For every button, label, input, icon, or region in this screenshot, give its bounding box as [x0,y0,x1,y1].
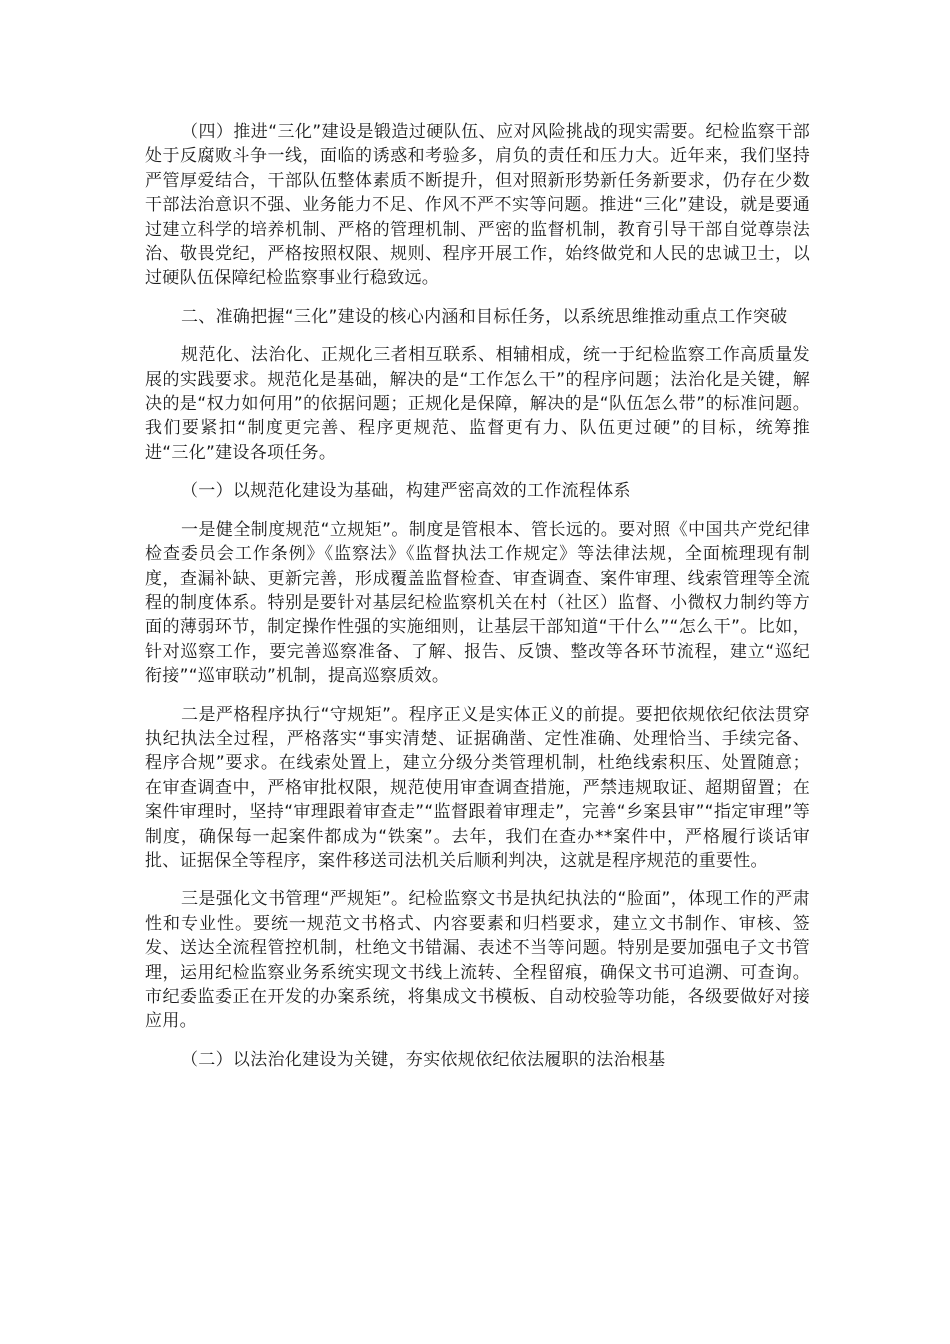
paragraph-rules-establish: 一是健全制度规范“立规矩”。制度是管根本、管长远的。要对照《中国共产党纪律检查委员会工作条例》《监察法》《监督执法工作规定》等法律法规，全面梳理现有制度，查漏补缺、更新完善，形成覆盖监督检查、审查调查、案件审理、线索管理等全流程的制度体系。特别是要针对基层纪检监察机关在村（社区）监督、小微权力制约等方面的薄弱环节，制定操作性强的实施细则，让基层干部知道“干什么”“怎么干”。比如，针对巡察工作，要完善巡察准备、了解、报告、反馈、整改等各环节流程，建立“巡纪衔接”“巡审联动”机制，提高巡察质效。 [145,519,810,687]
document-body [145,120,810,1086]
subheading-standardization: （一）以规范化建设为基础，构建严密高效的工作流程体系 [181,481,631,502]
paragraph-core-meaning: 规范化、法治化、正规化三者相互联系、相辅相成，统一于纪检监察工作高质量发展的实践要求。规范化是基础，解决的是“工作怎么干”的程序问题；法治化是关键，解决的是“权力如何用”的依据问题；正规化是保障，解决的是“队伍怎么带”的标准问题。我们要紧扣“制度更完善、程序更规范、监督更有力、队伍更过硬”的目标，统筹推进“三化”建设各项任务。 [145,345,810,463]
paragraph-four-necessity: （四）推进“三化”建设是锻造过硬队伍、应对风险挑战的现实需要。纪检监察干部处于反腐败斗争一线，面临的诱惑和考验多，肩负的责任和压力大。近年来，我们坚持严管厚爱结合，干部队伍整体素质不断提升，但对照新形势新任务新要求，仍存在少数干部法治意识不强、业务能力不足、作风不严不实等问题。推进“三化”建设，就是要通过建立科学的培养机制、严格的管理机制、严密的监督机制，教育引导干部自觉尊崇法治、敬畏党纪，严格按照权限、规则、程序开展工作，始终做党和人民的忠诚卫士，以过硬队伍保障纪检监察事业行稳致远。 [145,122,810,289]
section-heading-two: 二、准确把握“三化”建设的核心内涵和目标任务，以系统思维推动重点工作突破 [181,306,788,327]
subheading-rule-of-law: （二）以法治化建设为关键，夯实依规依纪依法履职的法治根基 [181,1049,666,1070]
paragraph-rules-strict: 三是强化文书管理“严规矩”。纪检监察文书是执纪执法的“脸面”，体现工作的严肃性和专业性。要统一规范文书格式、内容要素和归档要求，建立文书制作、审核、签发、送达全流程管控机制，杜绝文书错漏、表述不当等问题。特别是要加强电子文书管理，运用纪检监察业务系统实现文书线上流转、全程留痕，确保文书可追溯、可查询。市纪委监委正在开发的办案系统，将集成文书模板、自动校验等功能，各级要做好对接应用。 [145,889,810,1032]
paragraph-rules-keep: 二是严格程序执行“守规矩”。程序正义是实体正义的前提。要把依规依纪依法贯穿执纪执法全过程，严格落实“事实清楚、证据确凿、定性准确、处理恰当、手续完备、程序合规”要求。在线索处置上，建立分级分类管理机制，杜绝线索积压、处置随意；在审查调查中，严格审批权限，规范使用审查调查措施，严禁违规取证、超期留置；在案件审理时，坚持“审理跟着审查走”“监督跟着审理走”，完善“乡案县审”“指定审理”等制度，确保每一起案件都成为“铁案”。去年，我们在查办**案件中，严格履行谈话审批、证据保全等程序，案件移送司法机关后顺利判决，这就是程序规范的重要性。 [145,704,810,871]
